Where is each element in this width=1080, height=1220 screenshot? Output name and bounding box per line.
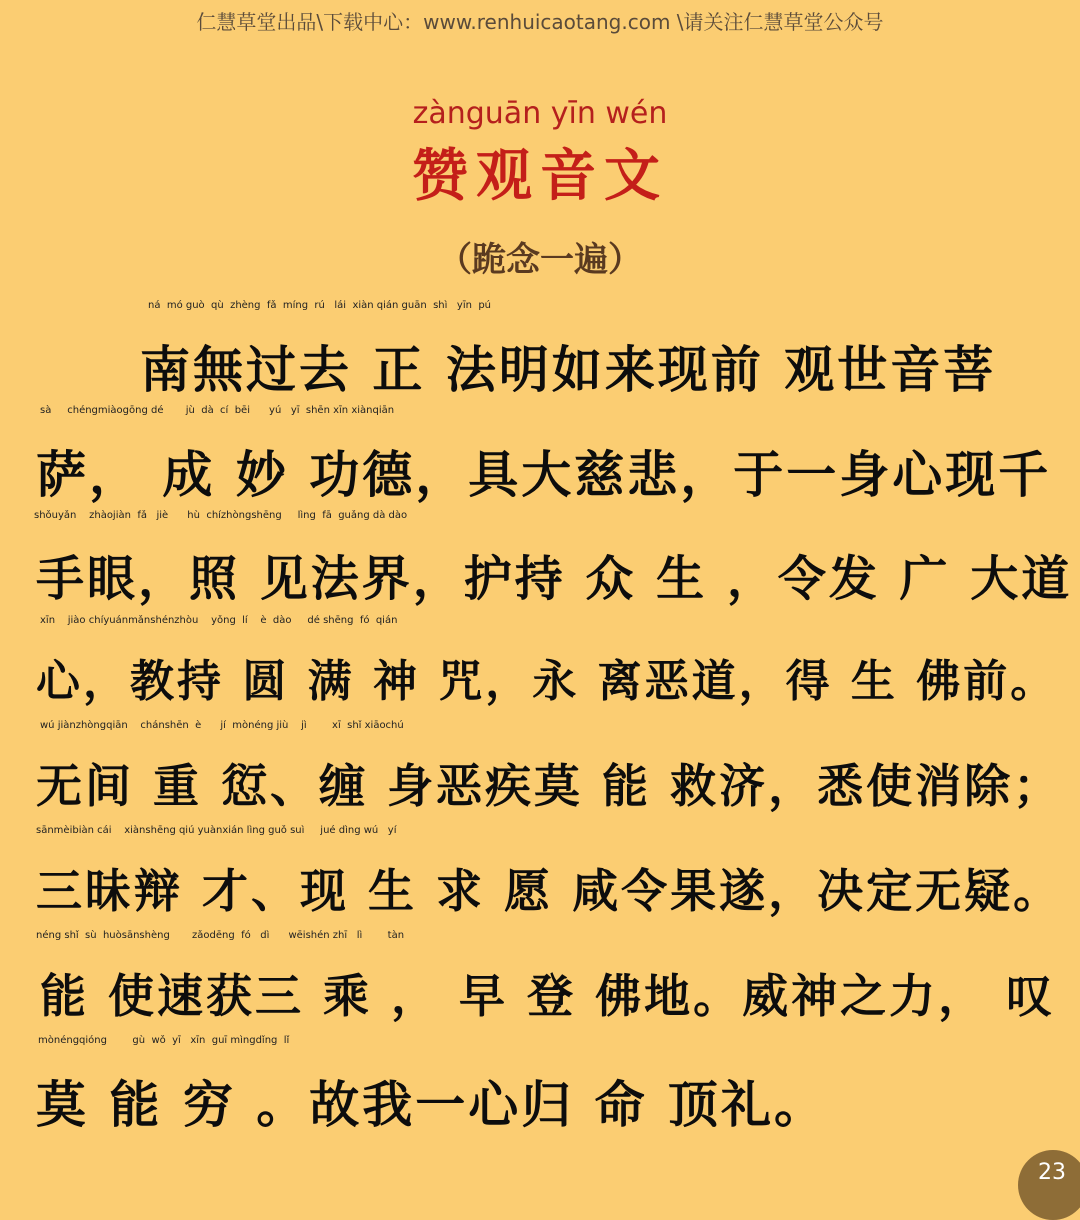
title-pinyin: zànguān yīn wén bbox=[412, 96, 668, 131]
verse-pinyin: wú jiànzhòngqiān chánshēn è jí mònéng jiù jì xī shǐ xiāochú bbox=[40, 720, 404, 731]
verse-pinyin: sà chéngmiàogōng dé jù dà cí bēi yú yī shēn xīn xiànqiān bbox=[40, 405, 395, 416]
verse-line bbox=[0, 930, 1080, 1035]
kneel-instruction: （跪念一遍） bbox=[438, 240, 642, 280]
verse-line bbox=[0, 615, 1080, 720]
verse-text: 能 使速获三 乘 ， 早 登 佛地。威神之力， 叹 bbox=[40, 969, 1056, 1023]
verse-line bbox=[0, 825, 1080, 930]
verse-pinyin: sānmèibiàn cái xiànshēng qiú yuànxián lìng guǒ suì jué dìng wú yí bbox=[36, 825, 397, 836]
verse-line bbox=[0, 1035, 1080, 1140]
verse-text: 莫 能 穷 。故我一心归 命 顶礼。 bbox=[36, 1076, 828, 1134]
verse-pinyin: shǒuyǎn zhàojiàn fǎ jiè hù chízhòngshēng lìng fā guǎng dà dào bbox=[34, 510, 408, 521]
page-title: 赞观音文 bbox=[412, 144, 668, 209]
verse-pinyin: ná mó guò qù zhèng fǎ míng rú lái xiàn qián guān shì yīn pú bbox=[148, 300, 492, 311]
verse-line bbox=[0, 300, 1080, 405]
verse-pinyin: mònéngqióng gù wǒ yī xīn guī mìngdǐng lǐ bbox=[38, 1035, 290, 1046]
verse-text: 三昧辩 才、现 生 求 愿 咸令果遂，决定无疑。 bbox=[36, 864, 1063, 918]
verse-text: 南無过去 正 法明如来现前 观世音菩 bbox=[140, 341, 997, 399]
verse-line bbox=[0, 510, 1080, 615]
verse-line bbox=[0, 405, 1080, 510]
download-banner: 仁慧草堂出品\下载中心：www.renhuicaotang.com \请关注仁慧草堂公众号 bbox=[196, 10, 884, 34]
page-number: 23 bbox=[1018, 1150, 1080, 1220]
verse-text: 心，教持 圆 满 神 咒，永 离恶道，得 生 佛前。 bbox=[36, 656, 1058, 707]
verse-pinyin: néng shǐ sù huòsānshèng zǎodēng fó dì wēishén zhī lì tàn bbox=[36, 930, 405, 941]
verse-line bbox=[0, 720, 1080, 825]
verse-pinyin: xīn jiào chíyuánmǎnshénzhòu yǒng lí è dào dé shēng fó qián bbox=[40, 615, 398, 626]
verse-text: 萨， 成 妙 功德，具大慈悲，于一身心现千 bbox=[36, 446, 1052, 504]
verse-text: 无间 重 愆、缠 身恶疾莫 能 救济，悉使消除； bbox=[36, 759, 1063, 813]
verse-text: 手眼，照 见法界，护持 众 生 ，令发 广 大道 bbox=[36, 551, 1073, 607]
